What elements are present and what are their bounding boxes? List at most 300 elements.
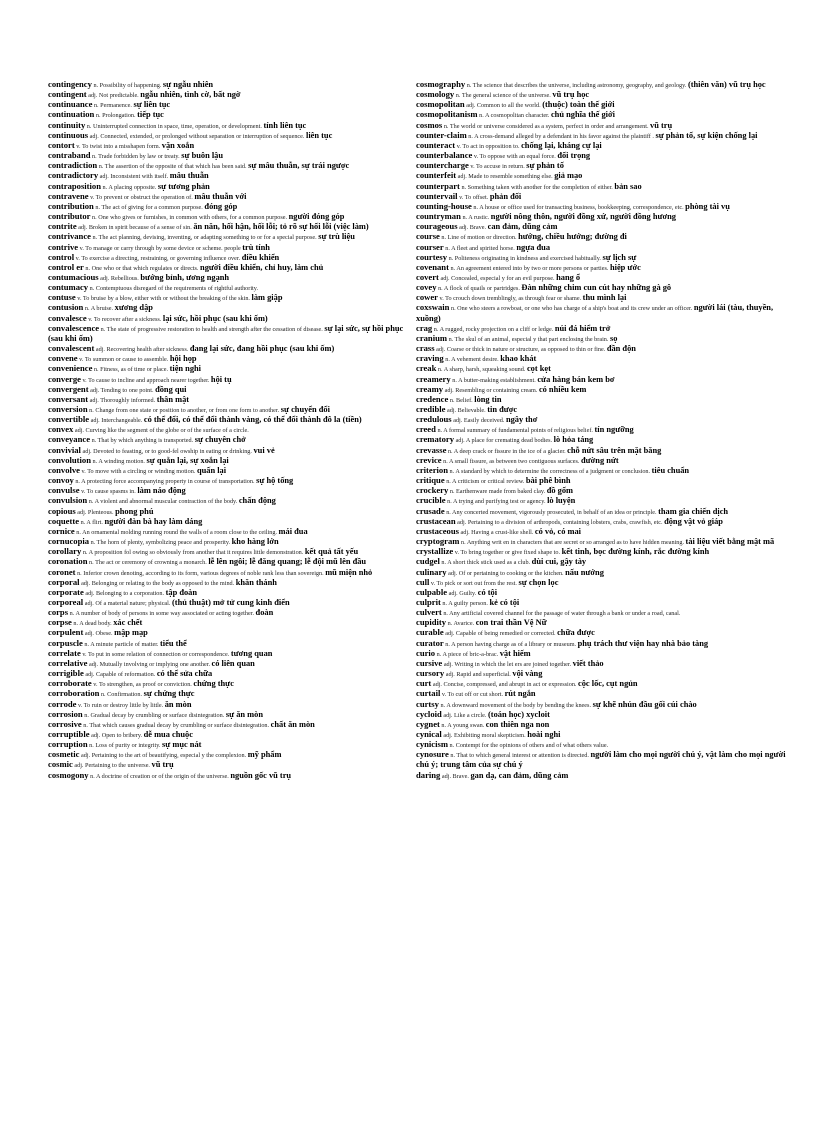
vietnamese-translation: vũ trụ [650,120,673,130]
vietnamese-translation: sự liên tục [133,100,171,110]
definition: n. A winding motion. [92,457,145,465]
headword: cryptogram [416,536,460,547]
vietnamese-translation: sự trù liệu [318,232,355,242]
vietnamese-translation: vội vàng [512,669,543,679]
vietnamese-translation: ngựa đua [516,242,551,252]
definition: v. To act in opposition to. [456,142,520,150]
vietnamese-translation: xương dập [114,303,153,313]
headword: cursive [416,657,443,668]
vietnamese-translation: hang ổ [556,272,581,282]
headword: contrivance [48,231,91,242]
definition: v. To cause spasms in. [81,488,136,496]
headword: conversant [48,393,89,404]
headword: crockery [416,485,449,496]
headword: counterpart [416,180,460,191]
vietnamese-translation: viết thảo [572,658,604,668]
definition: n. A proposition fol owing so obviously from another that it requires little demonstration. [82,549,304,557]
dictionary-entry [48,171,414,181]
vietnamese-translation: sự chứng thực [143,689,195,699]
definition: n. A minute particle of matter. [84,640,159,648]
headword: convalesce [48,312,87,323]
dictionary-entry [416,649,788,659]
dictionary-entry [416,598,788,608]
headword: cosmogony [48,769,89,780]
right-column [416,80,788,781]
headword: cynical [416,729,442,739]
dictionary-entry [48,324,414,344]
vietnamese-translation: động vật vỏ giáp [664,516,723,526]
vietnamese-translation: có tội [477,587,498,597]
definition: v. To accuse in return. [470,163,525,171]
headword: crusade [416,505,445,516]
headword: contrive [48,241,79,252]
headword: cudgel [416,556,440,567]
definition: n. A bruise. [84,305,114,313]
vietnamese-translation: sự phản tố, sự kiện chống lại [655,130,758,140]
definition: n. Earthenware made from baked clay. [449,488,546,496]
definition: adj. Tending to one point. [90,386,154,394]
headword: creak [416,363,437,374]
dictionary-entry [48,628,414,638]
headword: creamery [416,373,451,384]
definition: adj. Having a crust-like shell. [460,528,534,536]
headword: cranium [416,332,448,343]
headword: cosmology [416,89,455,100]
dictionary-entry [416,212,788,222]
vietnamese-translation: hội tụ [210,374,232,384]
definition: n. Trade forbidden by law or treaty. [92,153,180,161]
headword: courageous [416,221,458,232]
headword: crevasse [416,444,447,455]
definition: n. A young swan. [441,721,485,729]
dictionary-entry [48,547,414,557]
dictionary-entry [48,435,414,445]
headword: cynicism [416,739,448,750]
vietnamese-translation: tương quan [230,648,273,658]
definition: n. A cross-demand alleged by a defendant in his favor against the plaintiff . [468,132,654,140]
vietnamese-translation: phản đối [489,191,522,201]
headword: covey [416,282,437,293]
headword: corroboration [48,688,100,699]
definition: adj. Pertaining to the art of beautifying, especial y the complexion. [81,752,247,760]
headword: contribution [48,200,94,211]
vietnamese-translation: đần độn [606,344,636,354]
definition: n. Fitness, as of time or place. [93,366,169,374]
definition: n. Any artificial covered channel for the passage of water through a bank or under a road, canal. [443,610,681,618]
definition: n. The horn of plenty, symbolizing peace and prosperity. [90,539,231,547]
headword: contusion [48,302,84,313]
dictionary-entry [416,628,788,638]
vietnamese-translation: phụ trách thư viện hay nhà bảo tàng [577,638,709,648]
definition: adj. Broken in spirit because of a sense of sin. [78,224,192,232]
headword: curtail [416,688,441,699]
dictionary-entry [48,354,414,364]
headword: coronet [48,566,76,577]
dictionary-entry [416,243,788,253]
vietnamese-translation: lòng tin [474,394,502,404]
vietnamese-translation: liên tục [306,130,333,140]
headword: crustacean [416,515,456,526]
headword: corollary [48,546,82,557]
headword: corps [48,607,69,618]
headword: craving [416,353,444,364]
dictionary-entry [416,293,788,303]
definition: n. A house or office used for transacting business, bookkeeping, correspondence, etc. [473,203,684,211]
headword: criterion [416,464,448,475]
dictionary-entry [48,517,414,527]
headword: cosmopolitanism [416,109,478,120]
vietnamese-translation: sự tương phản [157,181,210,191]
vietnamese-translation: nguồn gốc vũ trụ [230,770,292,780]
vietnamese-translation: chủ nghĩa thế giới [550,110,615,120]
definition: n. The general science of the universe. [455,92,551,100]
dictionary-entry [48,202,414,212]
definition: adj. Devoted to feasting, or to good-fel owship in eating or drinking. [82,447,252,455]
definition: n. A downward movement of the body by bending the knees. [440,701,592,709]
definition: n. The skul of an animal, especial y that part enclosing the brain. [448,335,609,343]
vietnamese-translation: chữa được [557,628,595,638]
dictionary-entry [48,222,414,232]
definition: n. A sharp, harsh, squeaking sound. [437,366,526,374]
dictionary-entry [416,537,788,547]
vietnamese-translation: dùi cui, gậy tày [531,557,587,567]
headword: continuance [48,99,93,110]
dictionary-entry [416,80,788,90]
vietnamese-translation: tiếp tục [137,110,164,120]
dictionary-entry [48,182,414,192]
dictionary-entry [416,578,788,588]
definition: adj. Capable of reformation. [85,671,156,679]
headword: credence [416,393,449,404]
definition: adj. Rebellious. [100,274,139,282]
definition: n. A formal summary of fundamental points of religious belief. [437,427,593,435]
definition: v. To strengthen, as proof or conviction. [93,681,192,689]
dictionary-entry [48,314,414,324]
vietnamese-translation: cửa hàng bán kem bơ [537,374,615,384]
dictionary-entry [416,547,788,557]
headword: cosmic [48,759,73,770]
definition: n. Line of motion or direction. [441,234,517,242]
definition: n. One who or that which regulates or directs. [85,264,199,272]
dictionary-entry [416,639,788,649]
definition: v. To pick or sort out from the rest. [430,579,517,587]
vietnamese-translation: mỹ phẩm [247,750,282,760]
dictionary-entry [416,618,788,628]
dictionary-entry [416,710,788,720]
vietnamese-translation: (toán học) xycloit [488,709,550,719]
definition: adj. Not predictable. [88,92,139,100]
dictionary-entry [416,446,788,456]
dictionary-entry [416,568,788,578]
dictionary-entry [416,527,788,537]
headword: convenience [48,363,93,374]
headword: cygnet [416,718,440,729]
vietnamese-translation: ăn mòn [164,699,192,709]
definition: n. A doctrine of creation or of the origin of the universe. [90,772,229,780]
dictionary-entry [416,659,788,669]
dictionary-entry [48,232,414,242]
dictionary-entry [48,568,414,578]
dictionary-entry [48,293,414,303]
headword: contraposition [48,180,101,191]
dictionary-entry [48,598,414,608]
vietnamese-translation: làm náo động [137,486,186,496]
definition: n. The science that describes the universe, including astronomy, geography, and geology. [466,82,687,89]
dictionary-entry [416,222,788,232]
vietnamese-translation: (thuộc) toàn thế giới [542,100,615,110]
vietnamese-translation: tin được [487,405,518,414]
dictionary-entry [416,161,788,171]
headword: cynosure [416,749,449,760]
headword: corpuscle [48,637,83,648]
vietnamese-translation: nấu nướng [565,567,604,577]
headword: culprit [416,596,441,607]
definition: adj. Capable of being remedied or corrected. [445,630,556,638]
vietnamese-translation: cộc lốc, cụt ngủn [578,679,638,689]
definition: adj. Guilty. [448,589,477,597]
definition: n. A number of body of persons in some way associated or acting together. [69,610,254,618]
headword: corporeal [48,596,84,607]
definition: n. A small fissure, as between two contiguous surfaces. [443,457,580,465]
dictionary-entry [416,151,788,161]
headword: convolve [48,464,80,475]
definition: adj. Of a material nature; physical. [84,599,171,607]
headword: conveyance [48,434,91,445]
headword: corruptible [48,729,90,739]
vietnamese-translation: Đàn những chim cun cút hay những gà gô [521,283,672,293]
vietnamese-translation: vật hiếm [499,648,531,658]
headword: coronation [48,556,88,567]
dictionary-entry [416,435,788,445]
headword: continuity [48,119,86,130]
definition: adj. Writing in which the let ers are joined together. [443,660,572,668]
definition: v. To bruise by a blow, either with or without the breaking of the skin. [77,295,250,303]
headword: coxswain [416,302,450,313]
dictionary-entry [48,151,414,161]
dictionary-entry [416,608,788,618]
headword: correlative [48,657,88,668]
definition: n. That by which anything is transported. [91,437,194,445]
headword: cycloid [416,708,442,719]
definition: adj. Obese. [84,630,113,638]
definition: n. The act planning, devising, inventing, or adapting something to or for a special purpose. [92,234,317,242]
dictionary-entry [48,700,414,710]
dictionary-entry [416,324,788,334]
definition: v. To manage or carry through by some device or scheme. people [79,244,241,252]
dictionary-entry [416,182,788,192]
vietnamese-translation: sự ăn mòn [225,709,263,719]
definition: n. A rugged, rocky projection on a cliff or ledge. [433,325,554,333]
dictionary-entry [416,273,788,283]
dictionary-entry [416,334,788,344]
vietnamese-translation: sự chuyên chở [194,435,246,445]
headword: convulsion [48,495,88,506]
definition: adj. Plenteous. [77,508,114,516]
headword: crustaceous [416,525,459,536]
headword: crag [416,322,433,333]
definition: n. A flock of quails or partridges. [438,285,520,293]
definition: adj. Coarse or thick in nature or structure, as opposed to thin or fine. [436,346,606,354]
headword: contraband [48,150,91,161]
definition: n. The act or ceremony of crowning a monarch. [89,559,207,567]
headword: cosmopolitan [416,99,465,110]
vietnamese-translation: lò luyện [547,496,576,506]
vietnamese-translation: chấn động [238,496,276,506]
vietnamese-translation: tập đoàn [165,587,198,597]
headword: contort [48,139,75,150]
headword: convergent [48,383,89,394]
headword: convertible [48,414,90,425]
headword: cornucopia [48,536,90,547]
headword: corpse [48,617,72,628]
headword: corroborate [48,678,92,689]
headword: corrigible [48,668,84,679]
vietnamese-translation: hướng, chiều hướng; đường đi [518,232,627,242]
definition: n. Change from one state or position to another, or from one form to another. [89,407,280,414]
headword: convalescent [48,343,95,354]
dictionary-entry [416,588,788,598]
headword: contributor [48,211,91,222]
dictionary-entry [416,750,788,770]
dictionary-entry [48,303,414,313]
dictionary-entry [416,496,788,506]
headword: credulous [416,414,452,425]
dictionary-entry [48,639,414,649]
vietnamese-translation: đóng góp [204,201,238,211]
vietnamese-translation: phong phú [115,506,154,516]
headword: converge [48,373,81,384]
vietnamese-translation: sự lịch sự [602,252,637,262]
headword: convalescence [48,322,100,333]
dictionary-entry [416,202,788,212]
dictionary-entry [416,517,788,527]
headword: convulse [48,485,80,496]
headword: cower [416,292,438,303]
dictionary-entry [416,385,788,395]
definition: n. One who gives or furnishes, in common with others, for a common purpose. [92,214,288,222]
headword: corrode [48,698,77,709]
vietnamese-translation: có liên quan [211,658,255,668]
headword: cornice [48,525,75,536]
dictionary-entry [48,161,414,171]
definition: n. One who steers a rowboat, or one who has charge of a ship's boat and its crew under an officer. [450,305,693,313]
vietnamese-translation: làm giập [251,293,283,303]
dictionary-entry [48,364,414,374]
headword: curable [416,627,444,638]
vietnamese-translation: khao khát [500,354,537,364]
vietnamese-translation: thân mật [156,394,190,404]
vietnamese-translation: có thể sửa chữa [156,669,213,679]
headword: contradictory [48,170,99,181]
definition: v. To cause to incline and approach nearer together. [82,376,210,384]
dictionary-entry [416,232,788,242]
definition: v. To bring together or give fixed shape to. [454,549,561,557]
dictionary-entry [48,750,414,760]
definition: n. An ornamental molding running round the walls of a room close to the ceiling. [76,528,277,536]
definition: n. A deep crack or fissure in the ice of a glacier. [447,447,566,455]
definition: n. That to which general interest or attention is directed. [450,752,589,760]
vietnamese-translation: hội họp [169,354,197,364]
dictionary-entry [416,771,788,781]
vietnamese-translation: mâu thuẫn với [194,191,247,201]
vietnamese-translation: tính liên tục [263,120,307,130]
dictionary-entry [416,689,788,699]
dictionary-entry [416,486,788,496]
dictionary-entry [48,659,414,669]
dictionary-entry [416,121,788,131]
dictionary-entry [48,425,414,435]
dictionary-entry [48,263,414,273]
dictionary-entry [48,283,414,293]
definition: v. To cut off or cut short. [441,691,504,699]
dictionary-entry [48,273,414,283]
dictionary-entry [48,243,414,253]
dictionary-entry [48,507,414,517]
vietnamese-translation: vũ trụ học [552,90,590,100]
dictionary-entry [48,385,414,395]
definition: v. To move with a circling or winding motion. [81,467,196,475]
dictionary-entry [416,476,788,486]
vietnamese-translation: can đảm, dũng cảm [487,222,558,232]
vietnamese-translation: bài phê bình [525,476,571,486]
definition: n. A cosmopolitan character. [479,112,550,120]
headword: covenant [416,261,449,272]
headword: contumacious [48,271,99,282]
headword: corrosion [48,708,83,719]
headword: correlate [48,647,81,658]
definition: adj. Belonging to a corporation. [85,589,165,597]
definition: adj. Believable. [446,407,486,414]
headword: daring [416,769,441,780]
vietnamese-translation: gan dạ, can đảm, dũng cảm [470,770,569,780]
dictionary-entry [48,80,414,90]
dictionary-entry [416,415,788,425]
headword: conversion [48,404,88,414]
dictionary-entry [48,121,414,131]
dictionary-entry [48,760,414,770]
headword: creed [416,424,436,435]
headword: convex [48,424,74,435]
definition: n. A placing opposite. [102,183,157,191]
dictionary-entry [416,283,788,293]
dictionary-entry [48,730,414,740]
headword: curator [416,637,444,648]
headword: corporal [48,576,80,587]
vietnamese-translation: sự buôn lậu [181,151,223,161]
definition: adj. Recovering health after sickness. [95,346,189,354]
headword: creamy [416,383,444,394]
vietnamese-translation: người lái (tàu, thuyền, xuồng) [416,303,774,323]
definition: n. Loss of purity or integrity. [89,742,161,750]
vietnamese-translation: vui vẻ [253,445,275,455]
vietnamese-translation: đang lại sức, đang hồi phục (sau khi ốm) [189,344,335,354]
definition: adj. Thoroughly informed. [89,396,156,404]
headword: contumacy [48,282,89,293]
dictionary-entry [48,131,414,141]
dictionary-entry [416,131,788,141]
headword: countervail [416,190,458,201]
dictionary-entry [48,415,414,425]
definition: n. A violent and abnormal muscular contraction of the body. [88,498,238,506]
definition: v. To oppose with an equal force. [473,153,556,161]
headword: culpable [416,586,448,597]
headword: contrite [48,221,77,232]
definition: adj. Easily deceived. [453,417,505,425]
definition: n. A butter-making establishment. [452,376,536,384]
vietnamese-translation: thu mình lại [582,293,627,303]
vietnamese-translation: bản sao [614,181,642,191]
headword: cosmos [416,119,443,130]
